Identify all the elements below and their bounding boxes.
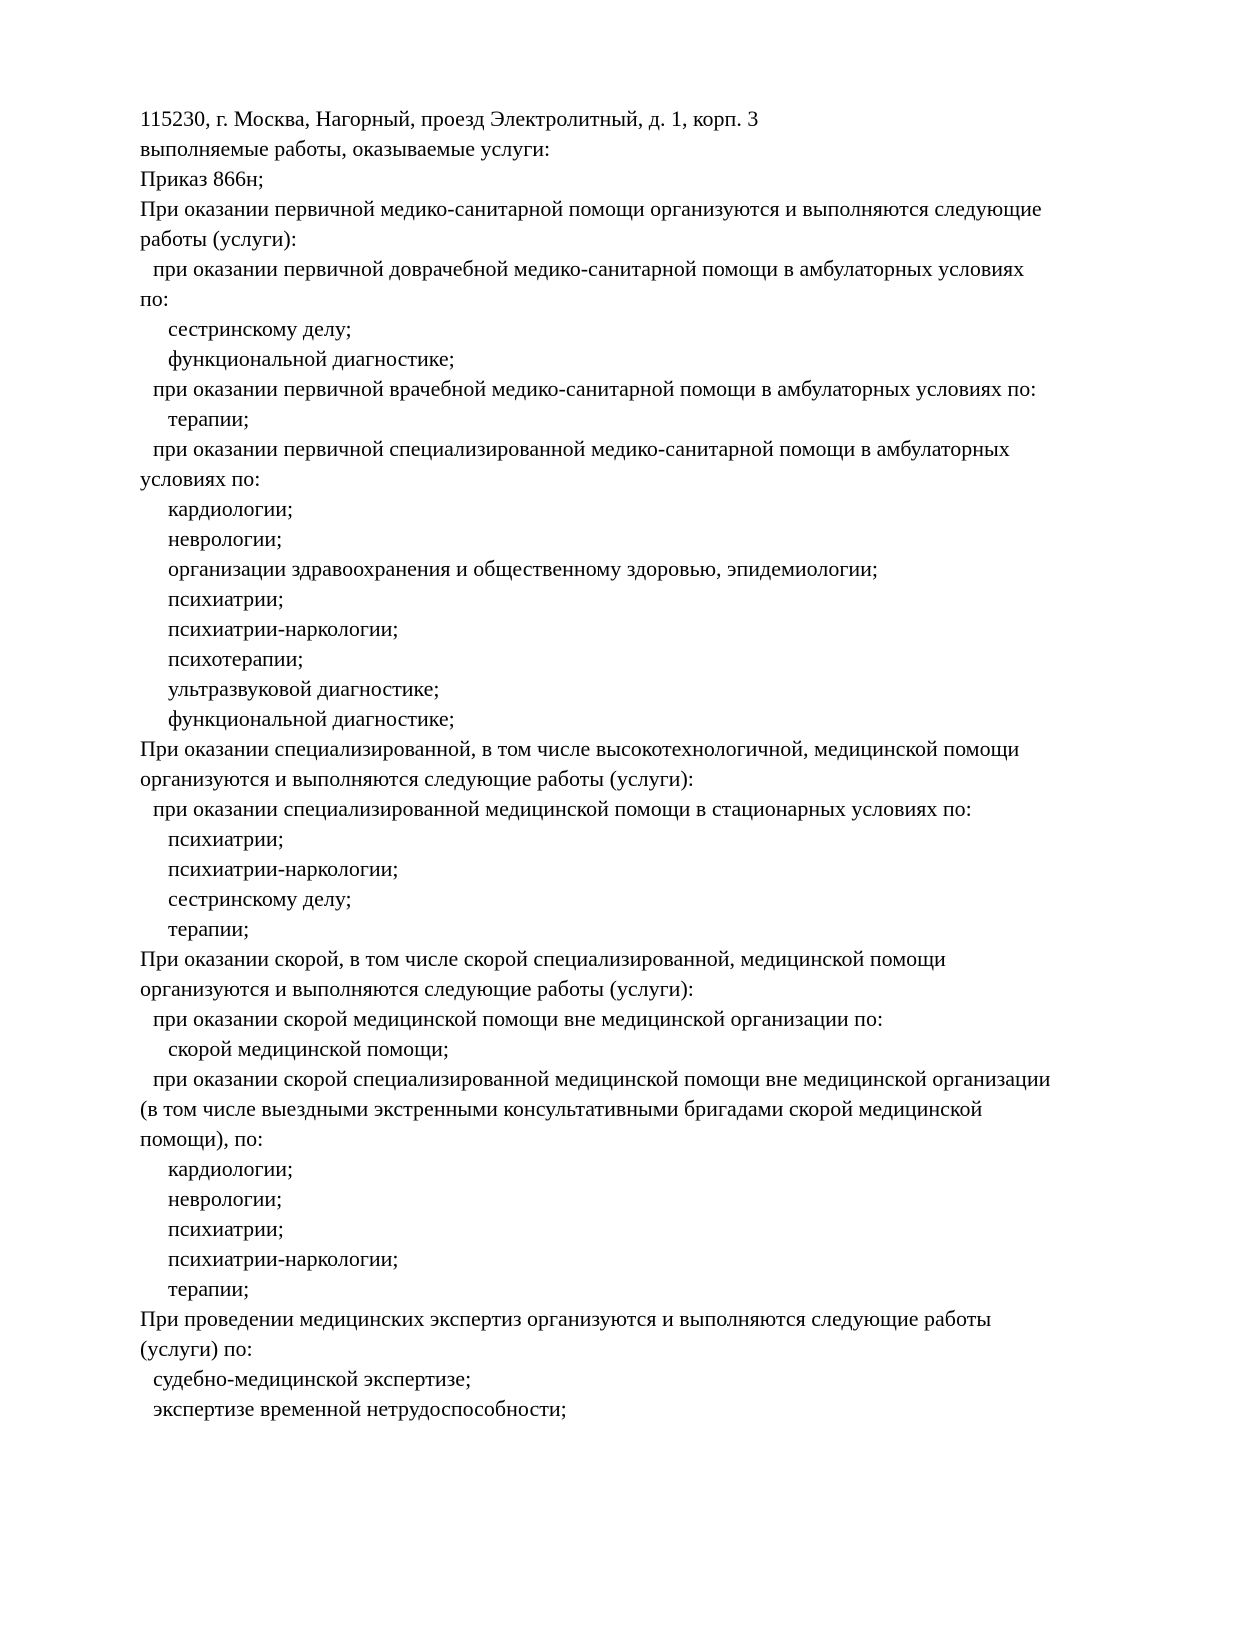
document-line: сестринскому делу; (168, 886, 352, 911)
document-line: психиатрии; (168, 1216, 284, 1241)
document-line: терапии; (168, 916, 250, 941)
document-line: судебно-медицинской экспертизе; (153, 1366, 472, 1391)
document-line: При оказании скорой, в том числе скорой специализированной, медицинской помощи (140, 946, 946, 971)
document-line: психиатрии-наркологии; (168, 1246, 399, 1271)
document-line: при оказании первичной доврачебной медико-санитарной помощи в амбулаторных условиях (153, 256, 1025, 281)
document-line: (в том числе выездными экстренными консультативными бригадами скорой медицинской (140, 1096, 983, 1121)
document-line: помощи), по: (140, 1126, 264, 1151)
document-line: функциональной диагностике; (168, 346, 455, 371)
document-line: условиях по: (140, 466, 261, 491)
document-line: при оказании специализированной медицинской помощи в стационарных условиях по: (153, 796, 972, 821)
document-line: при оказании скорой специализированной медицинской помощи вне медицинской организации (153, 1066, 1051, 1091)
document-line: организуются и выполняются следующие работы (услуги): (140, 976, 694, 1001)
document-line: терапии; (168, 1276, 250, 1301)
document-line: при оказании скорой медицинской помощи вне медицинской организации по: (153, 1006, 884, 1031)
document-line: неврологии; (168, 526, 283, 551)
document-line: работы (услуги): (140, 226, 297, 251)
document-line: терапии; (168, 406, 250, 431)
document-line: неврологии; (168, 1186, 283, 1211)
document-line: по: (140, 286, 169, 311)
document-line: ультразвуковой диагностике; (168, 676, 440, 701)
document-line: функциональной диагностике; (168, 706, 455, 731)
document-line: при оказании первичной специализированной медико-санитарной помощи в амбулаторных (153, 436, 1010, 461)
document-line: выполняемые работы, оказываемые услуги: (140, 136, 551, 161)
document-line: организации здравоохранения и общественному здоровью, эпидемиологии; (168, 556, 879, 581)
document-line: психиатрии-наркологии; (168, 856, 399, 881)
document-line: При оказании первичной медико-санитарной помощи организуются и выполняются следующие (140, 196, 1042, 221)
document-line: При проведении медицинских экспертиз организуются и выполняются следующие работы (140, 1306, 992, 1331)
document-line: Приказ 866н; (140, 166, 264, 191)
document-line: психотерапии; (168, 646, 304, 671)
document-line: психиатрии; (168, 586, 284, 611)
document-text (140, 104, 1150, 1424)
document-line: сестринскому делу; (168, 316, 352, 341)
document-line: экспертизе временной нетрудоспособности; (153, 1396, 567, 1421)
document-line: кардиологии; (168, 1156, 294, 1181)
document-line: психиатрии-наркологии; (168, 616, 399, 641)
document-line: кардиологии; (168, 496, 294, 521)
document-line: при оказании первичной врачебной медико-санитарной помощи в амбулаторных условиях по: (153, 376, 1037, 401)
document-line: скорой медицинской помощи; (168, 1036, 450, 1061)
document-line: 115230, г. Москва, Нагорный, проезд Электролитный, д. 1, корп. 3 (140, 106, 759, 131)
document-line: (услуги) по: (140, 1336, 253, 1361)
document-line: психиатрии; (168, 826, 284, 851)
document-line: организуются и выполняются следующие работы (услуги): (140, 766, 694, 791)
document-line: При оказании специализированной, в том числе высокотехнологичной, медицинской помощи (140, 736, 1020, 761)
